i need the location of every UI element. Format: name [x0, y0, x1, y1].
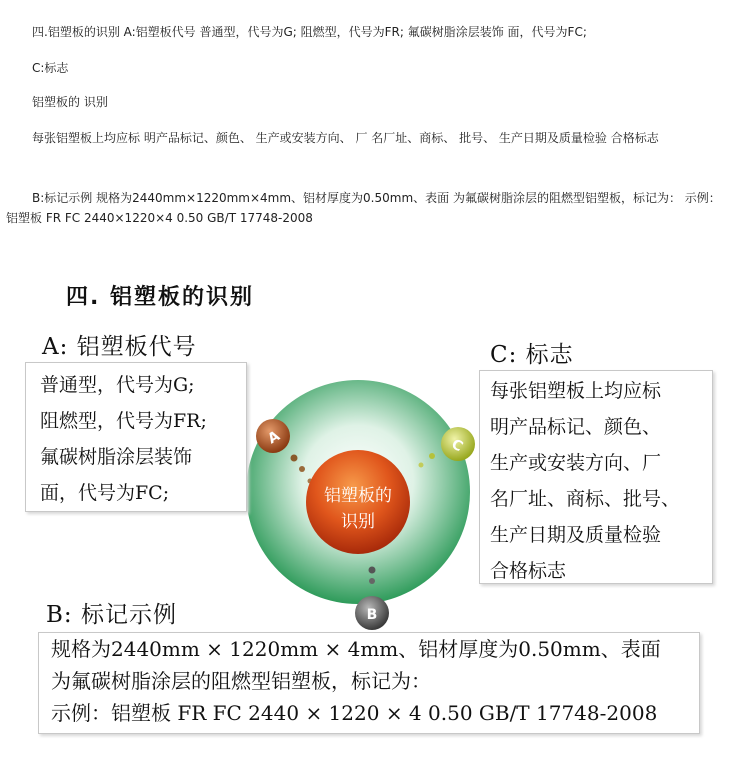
box-c-line: 每张铝塑板上均应标 [490, 380, 662, 402]
label-c: C: 标志 [490, 342, 574, 368]
box-a-line: 氟碳树脂涂层装饰 [40, 446, 193, 468]
center-label-line1: 铝塑板的 [324, 486, 392, 506]
center-label-line2: 识别 [341, 512, 375, 532]
box-a-line: 普通型，代号为G; [40, 374, 195, 396]
connector-dot-a1 [291, 455, 298, 462]
figure-title: 四. 铝塑板的识别 [66, 285, 255, 310]
box-b-line: 为氟碳树脂涂层的阻燃型铝塑板，标记为： [51, 669, 431, 693]
connector-dot-a2 [299, 466, 305, 472]
box-a-line: 阻燃型，代号为FR; [40, 410, 207, 432]
connector-dot-c2 [419, 463, 424, 468]
box-b-line: 示例：铝塑板 FR FC 2440 × 1220 × 4 0.50 GB/T 17748-2008 [51, 701, 658, 725]
connector-dot-c1 [429, 453, 435, 459]
ball-b-letter: B [366, 607, 378, 623]
box-c-line: 生产或安装方向、厂 [490, 452, 662, 474]
box-c-mark [479, 370, 713, 584]
box-c-line: 名厂址、商标、批号、 [490, 488, 681, 510]
identification-figure [0, 262, 732, 762]
label-b: B: 标记示例 [46, 602, 177, 628]
paragraph-2: C:标志 [32, 61, 69, 75]
paragraph-4: 每张铝塑板上均应标 明产品标记、颜色、 生产或安装方向、 厂 名厂址、商标、 批号、 生产日期及质量检验 合格标志 [32, 131, 659, 145]
connector-dot-b1 [369, 567, 376, 574]
box-a-code [25, 362, 247, 512]
paragraph-5: B:标记示例 规格为2440mm×1220mm×4mm、铝材厚度为0.50mm、表面 为氟碳树脂涂层的阻燃型铝塑板，标记为： 示例：铝塑板 FR FC 2440×1220×4 0.50 GB/T 17748-2008 [6, 191, 721, 225]
paragraph-3: 铝塑板的 识别 [32, 95, 108, 109]
box-b-example [38, 632, 700, 734]
box-c-line: 明产品标记、颜色、 [490, 416, 662, 438]
box-c-line: 合格标志 [490, 560, 567, 582]
connector-dot-b2 [369, 578, 375, 584]
box-a-line: 面，代号为FC; [40, 482, 170, 504]
box-c-line: 生产日期及质量检验 [490, 524, 662, 546]
box-b-line: 规格为2440mm × 1220mm × 4mm、铝材厚度为0.50mm、表面 [51, 637, 661, 661]
label-a: A: 铝塑板代号 [42, 334, 197, 360]
ball-c-letter: C [448, 436, 466, 456]
ball-a-letter: A [265, 428, 283, 448]
paragraph-1: 四.铝塑板的识别 A:铝塑板代号 普通型，代号为G; 阻燃型，代号为FR; 氟碳树脂涂层装饰 面，代号为FC; [32, 25, 587, 39]
